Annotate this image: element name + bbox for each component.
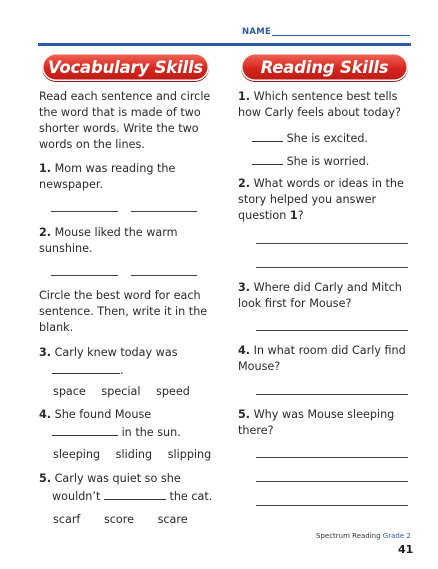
word-option[interactable]: slipping (167, 448, 212, 461)
word-options (53, 512, 188, 528)
answer-line[interactable] (256, 243, 408, 244)
answer-line[interactable] (256, 394, 408, 395)
right-question-5 (238, 407, 414, 439)
question-number: 5. (39, 472, 52, 485)
answer-option-worried: She is worried. (252, 152, 369, 170)
answer-line[interactable] (256, 505, 408, 506)
answer-line[interactable] (51, 211, 118, 212)
answer-option-excited: She is excited. (252, 129, 368, 147)
answer-line[interactable] (256, 330, 408, 331)
question-text: Carly was quiet so she (54, 472, 181, 485)
word-option[interactable]: sleeping (53, 448, 101, 461)
question-number: 1. (238, 90, 251, 103)
left-question-2 (39, 225, 219, 257)
question-number: 3. (238, 281, 251, 294)
right-question-3 (238, 280, 414, 312)
word-option[interactable]: scarf (53, 513, 81, 526)
question-number: 2. (39, 226, 52, 239)
check-blank[interactable] (252, 152, 283, 165)
right-question-1 (238, 89, 414, 121)
answer-line[interactable] (256, 457, 408, 458)
word-option[interactable]: scare (157, 513, 188, 526)
question-number: 2. (238, 177, 251, 190)
question-number: 3. (39, 346, 52, 359)
question-number: 5. (238, 408, 251, 421)
question-text: Why was Mouse sleeping there? (238, 408, 395, 437)
answer-line[interactable] (51, 275, 118, 276)
header-rule (38, 43, 411, 46)
question-text: Carly knew today was (54, 346, 178, 359)
question-text: Which sentence best tells how Carly feels about today? (238, 90, 401, 119)
answer-blank[interactable] (104, 487, 166, 500)
word-option[interactable]: sliding (115, 448, 153, 461)
question-text: Mouse liked the warm sunshine. (39, 226, 178, 255)
page-number: 41 (398, 543, 414, 556)
answer-line[interactable] (131, 211, 197, 212)
answer-line[interactable] (256, 267, 408, 268)
question-text: Mom was reading the newspaper. (39, 162, 176, 191)
right-question-4 (238, 343, 414, 375)
left-instructions-2: Circle the best word for each sentence. Then, write it in the blank. (39, 289, 208, 334)
reading-skills-banner: Reading Skills (241, 53, 408, 81)
word-option[interactable]: speed (156, 385, 190, 398)
left-question-5: 5. Carly was quiet so she wouldn’t the cat. (39, 472, 213, 503)
right-question-2: 2. What words or ideas in the story helped you answer question 1? (238, 177, 404, 222)
answer-blank[interactable] (52, 423, 118, 436)
name-line[interactable] (272, 35, 410, 36)
vocabulary-skills-banner: Vocabulary Skills (42, 53, 209, 81)
left-question-1 (39, 161, 219, 193)
word-option[interactable]: space (53, 385, 86, 398)
left-instructions: Read each sentence and circle the word that is made of two shorter words. Write the two words on the lines. (39, 90, 211, 151)
question-number: 4. (238, 344, 251, 357)
word-options (53, 384, 190, 400)
word-options (53, 447, 211, 463)
word-option[interactable]: score (103, 513, 134, 526)
question-text: Where did Carly and Mitch look first for Mouse? (238, 281, 402, 310)
word-option[interactable]: special (101, 385, 141, 398)
left-question-3: 3. Carly knew today was . (39, 346, 178, 377)
answer-line[interactable] (131, 275, 197, 276)
question-number: 4. (39, 408, 52, 421)
answer-line[interactable] (256, 481, 408, 482)
question-text: What words or ideas in the story helped you answer question (238, 177, 404, 222)
question-text: In what room did Carly find Mouse? (238, 344, 406, 373)
check-blank[interactable] (252, 129, 283, 142)
answer-blank[interactable] (52, 361, 120, 374)
question-text: She found Mouse (54, 408, 152, 421)
question-number: 1. (39, 162, 52, 175)
footer-book-title: Spectrum Reading Grade 2 (316, 532, 411, 540)
name-label: NAME (242, 27, 272, 37)
left-question-4: 4. She found Mouse in the sun. (39, 408, 181, 439)
